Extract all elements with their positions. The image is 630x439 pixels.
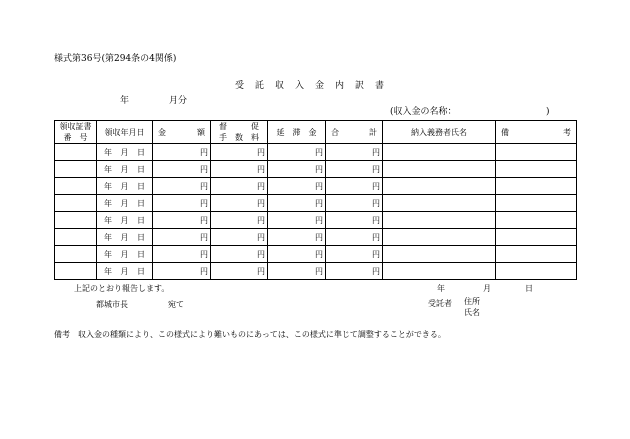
cell-total[interactable]: 円: [326, 212, 383, 229]
cell-amount[interactable]: 円: [153, 178, 211, 195]
cell-remarks[interactable]: [496, 195, 577, 212]
cell-total[interactable]: 円: [326, 161, 383, 178]
cell-dunning-fee[interactable]: 円: [211, 144, 268, 161]
table-row: [55, 144, 577, 161]
period-label: [120, 97, 187, 106]
table-row: [55, 161, 577, 178]
table-row: [55, 212, 577, 229]
addressee-line: [96, 301, 184, 309]
trustee-address-name: 住所 氏名: [464, 297, 480, 317]
header-remarks: 備 考: [496, 121, 577, 144]
form-number: 様式第36号(第294条の4関係): [54, 54, 177, 64]
cell-remarks[interactable]: [496, 229, 577, 246]
document-title: 受託収入金内訳書: [234, 81, 395, 91]
cell-dunning-fee[interactable]: 円: [211, 263, 268, 280]
month-label: 月分: [169, 96, 188, 106]
header-late-fee: 延 滞 金: [268, 121, 326, 144]
trustee-label: 受託者: [428, 299, 452, 308]
table-row: [55, 195, 577, 212]
remarks-note: 備考 収入金の種類により、この様式により難いものにあっては、この様式に準じて調整することができる。: [54, 330, 446, 339]
cell-payer-name[interactable]: [383, 144, 496, 161]
cell-total[interactable]: 円: [326, 263, 383, 280]
table-header-row: [55, 121, 577, 144]
cell-late-fee[interactable]: 円: [268, 144, 326, 161]
cell-dunning-fee[interactable]: 円: [211, 178, 268, 195]
cell-payer-name[interactable]: [383, 263, 496, 280]
cell-remarks[interactable]: [496, 263, 577, 280]
cell-late-fee[interactable]: 円: [268, 212, 326, 229]
cell-receipt-number[interactable]: [55, 178, 97, 195]
cell-late-fee[interactable]: 円: [268, 161, 326, 178]
income-name-close: ): [546, 107, 550, 117]
cell-total[interactable]: 円: [326, 229, 383, 246]
table-row: [55, 263, 577, 280]
cell-remarks[interactable]: [496, 246, 577, 263]
cell-remarks[interactable]: [496, 212, 577, 229]
cell-payer-name[interactable]: [383, 161, 496, 178]
header-dunning-fee: 督 促 手 数 料: [211, 121, 268, 144]
cell-amount[interactable]: 円: [153, 144, 211, 161]
cell-receipt-number[interactable]: [55, 212, 97, 229]
cell-amount[interactable]: 円: [153, 246, 211, 263]
cell-remarks[interactable]: [496, 144, 577, 161]
cell-amount[interactable]: 円: [153, 212, 211, 229]
cell-amount[interactable]: 円: [153, 229, 211, 246]
report-date: 年 月 日: [437, 284, 533, 293]
cell-receipt-date[interactable]: 年 月 日: [97, 229, 153, 246]
cell-amount[interactable]: 円: [153, 263, 211, 280]
cell-payer-name[interactable]: [383, 212, 496, 229]
year-label: 年: [120, 96, 130, 106]
cell-payer-name[interactable]: [383, 195, 496, 212]
cell-receipt-date[interactable]: 年 月 日: [97, 178, 153, 195]
cell-amount[interactable]: 円: [153, 161, 211, 178]
cell-receipt-date[interactable]: 年 月 日: [97, 195, 153, 212]
cell-amount[interactable]: 円: [153, 195, 211, 212]
cell-dunning-fee[interactable]: 円: [211, 212, 268, 229]
header-amount: 金 額: [153, 121, 211, 144]
cell-late-fee[interactable]: 円: [268, 195, 326, 212]
cell-receipt-number[interactable]: [55, 263, 97, 280]
cell-receipt-date[interactable]: 年 月 日: [97, 161, 153, 178]
income-name-label: (収入金の名称：: [390, 107, 457, 117]
mayor-label: 都城市長: [96, 300, 128, 309]
income-breakdown-table: [54, 120, 577, 280]
cell-late-fee[interactable]: 円: [268, 246, 326, 263]
table-row: [55, 246, 577, 263]
cell-remarks[interactable]: [496, 178, 577, 195]
cell-receipt-number[interactable]: [55, 144, 97, 161]
header-payer-name: 納入義務者氏名: [383, 121, 496, 144]
cell-late-fee[interactable]: 円: [268, 178, 326, 195]
addressee-label: 宛て: [168, 300, 184, 309]
cell-receipt-date[interactable]: 年 月 日: [97, 263, 153, 280]
cell-dunning-fee[interactable]: 円: [211, 246, 268, 263]
cell-dunning-fee[interactable]: 円: [211, 161, 268, 178]
cell-dunning-fee[interactable]: 円: [211, 195, 268, 212]
cell-total[interactable]: 円: [326, 246, 383, 263]
cell-payer-name[interactable]: [383, 178, 496, 195]
header-receipt-date: 領収年月日: [97, 121, 153, 144]
cell-receipt-number[interactable]: [55, 161, 97, 178]
cell-total[interactable]: 円: [326, 144, 383, 161]
header-receipt-number: 領収証書 番 号: [55, 121, 97, 144]
cell-payer-name[interactable]: [383, 246, 496, 263]
cell-receipt-number[interactable]: [55, 246, 97, 263]
cell-receipt-date[interactable]: 年 月 日: [97, 212, 153, 229]
cell-total[interactable]: 円: [326, 178, 383, 195]
report-statement: 上記のとおり報告します。: [74, 284, 170, 293]
cell-late-fee[interactable]: 円: [268, 263, 326, 280]
cell-payer-name[interactable]: [383, 229, 496, 246]
cell-receipt-number[interactable]: [55, 195, 97, 212]
header-total: 合 計: [326, 121, 383, 144]
cell-receipt-date[interactable]: 年 月 日: [97, 144, 153, 161]
cell-receipt-number[interactable]: [55, 229, 97, 246]
cell-receipt-date[interactable]: 年 月 日: [97, 246, 153, 263]
cell-late-fee[interactable]: 円: [268, 229, 326, 246]
table-row: [55, 178, 577, 195]
cell-dunning-fee[interactable]: 円: [211, 229, 268, 246]
cell-total[interactable]: 円: [326, 195, 383, 212]
cell-remarks[interactable]: [496, 161, 577, 178]
table-row: [55, 229, 577, 246]
